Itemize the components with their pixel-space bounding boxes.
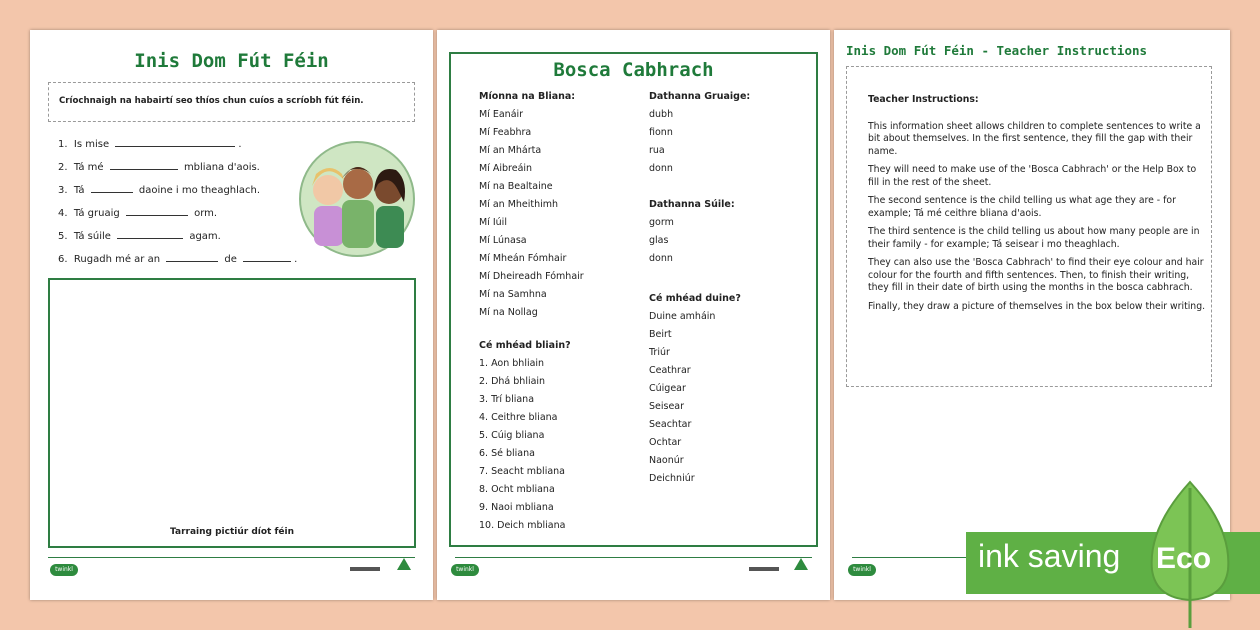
sentence-text: agam. <box>189 231 221 242</box>
sentence-num: 3. <box>58 185 68 196</box>
month-item: Mí na Samhna <box>479 289 547 300</box>
blank <box>117 229 183 239</box>
footer-small-print <box>749 567 779 571</box>
month-item: Mí Lúnasa <box>479 235 527 246</box>
blank <box>115 137 235 147</box>
hair-item: rua <box>649 145 665 156</box>
year-item: 10. Deich mbliana <box>479 520 566 531</box>
sentence-end: . <box>294 254 298 265</box>
months-heading: Míonna na Bliana: <box>479 91 576 102</box>
people-item: Cúigear <box>649 383 686 394</box>
sentence-end: . <box>238 139 242 150</box>
drawing-caption: Tarraing pictiúr díot féin <box>170 527 294 537</box>
twinkl-logo: twinkl <box>50 564 78 576</box>
blank <box>91 183 133 193</box>
footer-small-print <box>350 567 380 571</box>
year-item: 5. Cúig bliana <box>479 430 545 441</box>
page-title: Inis Dom Fút Féin <box>134 50 329 72</box>
years-list <box>479 337 571 535</box>
footer-divider <box>48 557 415 558</box>
sentence-text: Is mise <box>73 139 110 150</box>
eye-heading: Dathanna Súile: <box>649 199 735 210</box>
blank <box>110 160 178 170</box>
sentence-text: Tá <box>73 185 85 196</box>
month-item: Mí an Mhárta <box>479 145 542 156</box>
people-heading: Cé mhéad duine? <box>649 293 741 304</box>
year-item: 1. Aon bhliain <box>479 358 545 369</box>
people-item: Ceathrar <box>649 365 691 376</box>
years-heading: Cé mhéad bliain? <box>479 340 571 351</box>
people-list <box>649 290 741 488</box>
hair-heading: Dathanna Gruaige: <box>649 91 751 102</box>
children-illustration <box>298 140 416 258</box>
month-item: Mí Dheireadh Fómhair <box>479 271 584 282</box>
sentence-num: 4. <box>58 208 68 219</box>
people-item: Naonúr <box>649 455 684 466</box>
sentence-5 <box>58 229 221 242</box>
sentence-text: mbliana d'aois. <box>183 162 260 173</box>
year-item: 4. Ceithre bliana <box>479 412 558 423</box>
instructions-text <box>868 94 1206 319</box>
month-item: Mí na Nollag <box>479 307 538 318</box>
hair-colours-list <box>649 88 750 178</box>
instruction-box <box>48 82 415 122</box>
year-item: 6. Sé bliana <box>479 448 535 459</box>
eye-colours-list <box>649 196 735 268</box>
blank <box>166 252 218 262</box>
tree-icon <box>397 558 411 570</box>
hair-item: dubh <box>649 109 674 120</box>
twinkl-logo: twinkl <box>451 564 479 576</box>
sentence-6 <box>58 252 297 265</box>
month-item: Mí Eanáir <box>479 109 524 120</box>
ink-saving-label: ink saving <box>978 538 1121 574</box>
people-item: Seisear <box>649 401 685 412</box>
eco-label: Eco <box>1156 542 1212 575</box>
hair-item: donn <box>649 163 673 174</box>
drawing-box[interactable] <box>48 278 416 548</box>
instruction-paragraph: The second sentence is the child telling us what age they are - for example; Tá mé ceithre bliana d'aois. <box>868 195 1176 219</box>
footer-divider <box>455 557 812 558</box>
people-item: Beirt <box>649 329 672 340</box>
worksheet-page <box>30 30 433 600</box>
blank <box>126 206 188 216</box>
page-title: Inis Dom Fút Féin - Teacher Instructions <box>846 43 1148 58</box>
twinkl-logo: twinkl <box>848 564 876 576</box>
sentence-text: de <box>224 254 237 265</box>
year-item: 8. Ocht mbliana <box>479 484 555 495</box>
hair-item: fionn <box>649 127 673 138</box>
people-item: Triúr <box>649 347 670 358</box>
sentence-text: daoine i mo theaghlach. <box>138 185 261 196</box>
sentence-text: Tá gruaig <box>73 208 120 219</box>
year-item: 2. Dhá bhliain <box>479 376 546 387</box>
sentence-4 <box>58 206 217 219</box>
sentence-num: 5. <box>58 231 68 242</box>
sentence-2 <box>58 160 260 173</box>
people-item: Seachtar <box>649 419 692 430</box>
sentence-text: Rugadh mé ar an <box>73 254 161 265</box>
month-item: Mí an Mheithimh <box>479 199 559 210</box>
sentence-text: Tá mé <box>73 162 104 173</box>
year-item: 7. Seacht mbliana <box>479 466 565 477</box>
instruction-paragraph: Finally, they draw a picture of themselves in the box below their writing. <box>868 300 1206 312</box>
month-item: Mí na Bealtaine <box>479 181 553 192</box>
help-box-page <box>437 30 830 600</box>
eye-item: donn <box>649 253 673 264</box>
month-item: Mí Aibreáin <box>479 163 533 174</box>
blank <box>243 252 291 262</box>
instruction-paragraph: The third sentence is the child telling us about how many people are in their family - for example; Tá seisear i mo theaghlach. <box>868 226 1200 250</box>
people-item: Deichniúr <box>649 473 695 484</box>
eye-item: glas <box>649 235 669 246</box>
instruction-text: Críochnaigh na habairtí seo thíos chun cuíos a scríobh fút féin. <box>59 96 364 106</box>
month-item: Mí Mheán Fómhair <box>479 253 567 264</box>
eye-item: gorm <box>649 217 674 228</box>
page-title: Bosca Cabhrach <box>553 59 714 81</box>
sentence-num: 2. <box>58 162 68 173</box>
sentence-1 <box>58 137 242 150</box>
month-item: Mí Iúil <box>479 217 507 228</box>
sentence-num: 6. <box>58 254 68 265</box>
people-item: Ochtar <box>649 437 682 448</box>
sentence-num: 1. <box>58 139 68 150</box>
sentence-text: orm. <box>194 208 218 219</box>
people-item: Duine amháin <box>649 311 716 322</box>
instruction-paragraph: This information sheet allows children to complete sentences to write a bit about themselves. In the first sentence, they fill the gap with their name. <box>868 120 1201 157</box>
sentence-3 <box>58 183 260 196</box>
months-list <box>479 88 584 322</box>
sentence-text: Tá súile <box>73 231 111 242</box>
tree-icon <box>794 558 808 570</box>
instructions-heading: Teacher Instructions: <box>868 94 979 105</box>
instruction-paragraph: They will need to make use of the 'Bosca Cabhrach' or the Help Box to fill in the rest of the sheet. <box>868 164 1197 188</box>
month-item: Mí Feabhra <box>479 127 532 138</box>
instruction-paragraph: They can also use the 'Bosca Cabhrach' to find their eye colour and hair colour for the fourth and fifth sentences. Then, to finish their writing, they fill in their date of birth using the months in the bosca cabhrach. <box>868 257 1204 293</box>
year-item: 9. Naoi mbliana <box>479 502 554 513</box>
year-item: 3. Trí bliana <box>479 394 535 405</box>
